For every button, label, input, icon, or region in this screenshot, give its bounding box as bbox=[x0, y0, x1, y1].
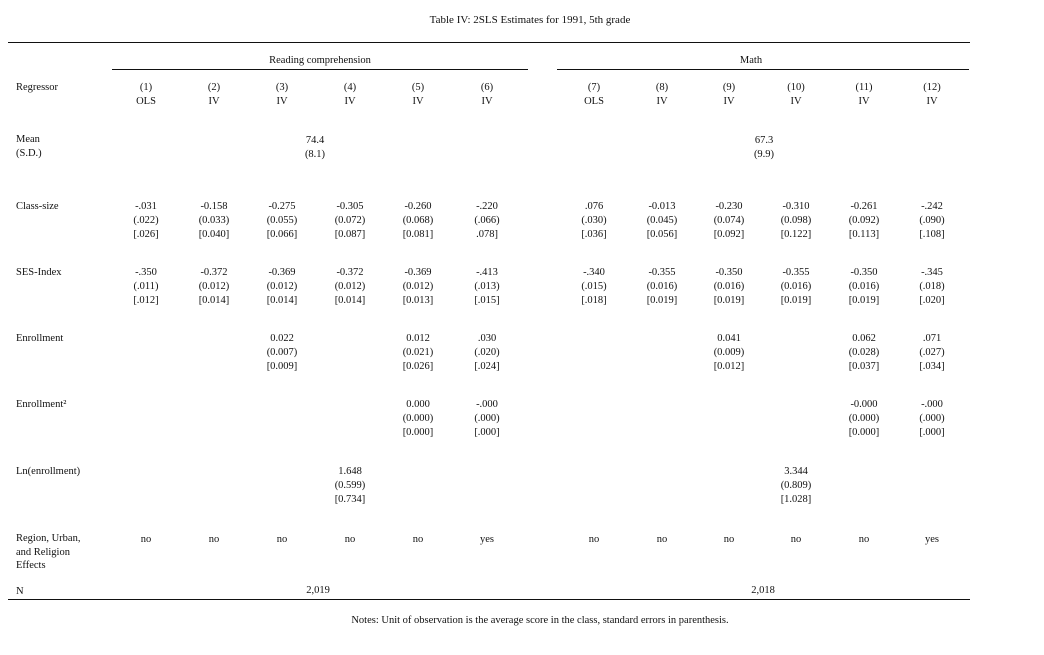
coefficient: -0.261 bbox=[850, 201, 878, 212]
table-cell bbox=[781, 200, 812, 242]
robust-standard-error: [.036] bbox=[581, 229, 607, 240]
column-number: (1) bbox=[139, 82, 153, 93]
coefficient: -.031 bbox=[135, 201, 157, 212]
row-label: Class-size bbox=[16, 201, 59, 212]
standard-error: (0.012) bbox=[334, 281, 366, 292]
effects-cell: no bbox=[208, 534, 220, 545]
robust-standard-error: [0.040] bbox=[198, 229, 230, 240]
row-label: Enrollment bbox=[16, 333, 64, 344]
column-header-3 bbox=[276, 81, 288, 109]
table-cell bbox=[474, 266, 499, 308]
coefficient: -.413 bbox=[476, 267, 498, 278]
robust-standard-error: [.026] bbox=[133, 229, 159, 240]
table-cell bbox=[403, 200, 434, 242]
standard-error: (.013) bbox=[474, 281, 500, 292]
table-cell bbox=[474, 200, 499, 242]
robust-standard-error: [0.012] bbox=[713, 361, 745, 372]
effects-cell: no bbox=[140, 534, 152, 545]
table-cell bbox=[919, 266, 944, 308]
table-cell bbox=[581, 200, 606, 242]
robust-standard-error: [0.013] bbox=[402, 295, 434, 306]
robust-standard-error: [.000] bbox=[474, 427, 500, 438]
standard-error: (.030) bbox=[581, 215, 607, 226]
column-number: (7) bbox=[587, 82, 601, 93]
effects-label-line1: Region, Urban, bbox=[16, 533, 81, 544]
robust-standard-error: [0.066] bbox=[266, 229, 298, 240]
column-number: (6) bbox=[480, 82, 494, 93]
column-number: (10) bbox=[787, 82, 805, 93]
robust-standard-error: [0.092] bbox=[713, 229, 745, 240]
group-header-reading: Reading comprehension bbox=[269, 55, 371, 66]
coefficient: -0.350 bbox=[715, 267, 743, 278]
standard-error: (0.021) bbox=[402, 347, 434, 358]
standard-error: (0.072) bbox=[334, 215, 366, 226]
coefficient: -0.305 bbox=[336, 201, 364, 212]
table-notes: Notes: Unit of observation is the average score in the class, standard errors in parenthesis. bbox=[351, 615, 729, 626]
robust-standard-error: [0.056] bbox=[646, 229, 678, 240]
column-number: (2) bbox=[207, 82, 221, 93]
table-cell bbox=[133, 200, 158, 242]
column-number: (11) bbox=[855, 82, 873, 93]
robust-standard-error: [.018] bbox=[581, 295, 607, 306]
column-number: (8) bbox=[655, 82, 669, 93]
coefficient: 0.000 bbox=[406, 399, 430, 410]
effects-cell: no bbox=[656, 534, 668, 545]
math-mean-cell bbox=[754, 134, 774, 162]
effects-cell: no bbox=[723, 534, 735, 545]
standard-error: (.011) bbox=[133, 281, 159, 292]
standard-error: (0.045) bbox=[646, 215, 678, 226]
coefficient: -.345 bbox=[921, 267, 943, 278]
table-cell bbox=[199, 266, 230, 308]
robust-standard-error: [0.087] bbox=[334, 229, 366, 240]
standard-error: (0.000) bbox=[848, 413, 880, 424]
mean-label-line2: (S.D.) bbox=[16, 147, 42, 159]
table-cell bbox=[335, 465, 366, 507]
coefficient: -.000 bbox=[476, 399, 498, 410]
column-header-7 bbox=[584, 81, 604, 109]
row-label: Ln(enrollment) bbox=[16, 466, 81, 477]
column-number: (5) bbox=[411, 82, 425, 93]
coefficient: -0.369 bbox=[268, 267, 296, 278]
column-method: IV bbox=[208, 96, 220, 107]
effects-label bbox=[16, 532, 80, 573]
robust-standard-error: [.015] bbox=[474, 295, 500, 306]
column-header-4 bbox=[344, 81, 356, 109]
robust-standard-error: [0.734] bbox=[334, 494, 366, 505]
standard-error: (.015) bbox=[581, 281, 607, 292]
standard-error: (0.016) bbox=[646, 281, 678, 292]
table-cell bbox=[849, 332, 880, 374]
mean-label-line1: Mean bbox=[16, 134, 40, 145]
robust-standard-error: [0.000] bbox=[848, 427, 880, 438]
coefficient: 3.344 bbox=[784, 466, 808, 477]
standard-error: (0.000) bbox=[402, 413, 434, 424]
robust-standard-error: [0.122] bbox=[780, 229, 812, 240]
reading-mean: 74.4 bbox=[305, 135, 325, 146]
top-rule bbox=[8, 42, 970, 43]
coefficient: .030 bbox=[477, 333, 497, 344]
column-header-9 bbox=[723, 81, 735, 109]
robust-standard-error: [.024] bbox=[474, 361, 500, 372]
robust-standard-error: [0.014] bbox=[198, 295, 230, 306]
column-header-10 bbox=[787, 81, 805, 109]
effects-label-line3: Effects bbox=[16, 560, 46, 571]
standard-error: (0.012) bbox=[402, 281, 434, 292]
row-label: SES-Index bbox=[16, 267, 62, 278]
robust-standard-error: [0.026] bbox=[402, 361, 434, 372]
effects-cell: no bbox=[276, 534, 288, 545]
column-method: OLS bbox=[136, 96, 156, 107]
standard-error: (0.809) bbox=[780, 480, 812, 491]
regressor-header: Regressor bbox=[16, 82, 58, 93]
table-cell bbox=[714, 266, 745, 308]
effects-cell: no bbox=[858, 534, 870, 545]
coefficient: -.340 bbox=[583, 267, 605, 278]
mean-label bbox=[16, 133, 42, 160]
coefficient: -.220 bbox=[476, 201, 498, 212]
standard-error: (.090) bbox=[919, 215, 945, 226]
robust-standard-error: [0.009] bbox=[266, 361, 298, 372]
standard-error: (0.098) bbox=[780, 215, 812, 226]
standard-error: (0.016) bbox=[713, 281, 745, 292]
column-header-5 bbox=[412, 81, 424, 109]
table-cell bbox=[133, 266, 158, 308]
table-cell bbox=[849, 266, 880, 308]
robust-standard-error: [1.028] bbox=[780, 494, 812, 505]
standard-error: (.000) bbox=[474, 413, 500, 424]
coefficient: -0.310 bbox=[782, 201, 810, 212]
robust-standard-error: [.108] bbox=[919, 229, 945, 240]
standard-error: (0.055) bbox=[266, 215, 298, 226]
coefficient: -0.000 bbox=[850, 399, 878, 410]
robust-standard-error: [.012] bbox=[133, 295, 159, 306]
table-cell bbox=[403, 398, 434, 440]
robust-standard-error: [0.081] bbox=[402, 229, 434, 240]
column-method: IV bbox=[926, 96, 938, 107]
table-cell bbox=[714, 332, 745, 374]
coefficient: -0.013 bbox=[648, 201, 676, 212]
table-cell bbox=[919, 200, 944, 242]
table-cell bbox=[474, 332, 499, 374]
column-method: IV bbox=[276, 96, 288, 107]
standard-error: (0.012) bbox=[198, 281, 230, 292]
column-number: (3) bbox=[275, 82, 289, 93]
robust-standard-error: .078] bbox=[476, 229, 498, 240]
standard-error: (.018) bbox=[919, 281, 945, 292]
table-cell bbox=[403, 332, 434, 374]
coefficient: -.350 bbox=[135, 267, 157, 278]
column-method: IV bbox=[412, 96, 424, 107]
row-label: Enrollment² bbox=[16, 399, 67, 410]
coefficient: -0.369 bbox=[404, 267, 432, 278]
coefficient: -0.230 bbox=[715, 201, 743, 212]
column-header-11 bbox=[855, 81, 872, 109]
standard-error: (0.012) bbox=[266, 281, 298, 292]
n-label: N bbox=[16, 586, 24, 597]
standard-error: (0.028) bbox=[848, 347, 880, 358]
column-header-1 bbox=[136, 81, 156, 109]
standard-error: (0.092) bbox=[848, 215, 880, 226]
column-header-8 bbox=[656, 81, 668, 109]
coefficient: -0.372 bbox=[336, 267, 364, 278]
coefficient: 0.022 bbox=[270, 333, 294, 344]
coefficient: 0.012 bbox=[406, 333, 430, 344]
standard-error: (0.074) bbox=[713, 215, 745, 226]
robust-standard-error: [0.000] bbox=[402, 427, 434, 438]
column-header-6 bbox=[481, 81, 493, 109]
column-method: OLS bbox=[584, 96, 604, 107]
column-method: IV bbox=[723, 96, 735, 107]
reading-sd: (8.1) bbox=[304, 149, 326, 160]
table-cell bbox=[919, 398, 944, 440]
coefficient: -0.355 bbox=[648, 267, 676, 278]
table-cell bbox=[199, 200, 230, 242]
column-number: (12) bbox=[923, 82, 941, 93]
effects-cell: yes bbox=[480, 534, 494, 545]
table-cell bbox=[714, 200, 745, 242]
robust-standard-error: [0.113] bbox=[848, 229, 880, 240]
robust-standard-error: [0.019] bbox=[780, 295, 812, 306]
robust-standard-error: [0.019] bbox=[646, 295, 678, 306]
table-cell bbox=[267, 332, 298, 374]
math-sd: (9.9) bbox=[753, 149, 775, 160]
robust-standard-error: [.034] bbox=[919, 361, 945, 372]
column-method: IV bbox=[790, 96, 802, 107]
standard-error: (.027) bbox=[919, 347, 945, 358]
table-title: Table IV: 2SLS Estimates for 1991, 5th grade bbox=[429, 14, 631, 26]
table-cell bbox=[335, 266, 366, 308]
robust-standard-error: [.000] bbox=[919, 427, 945, 438]
n-math: 2,018 bbox=[751, 585, 775, 596]
effects-cell: yes bbox=[925, 534, 939, 545]
coefficient: -.000 bbox=[921, 399, 943, 410]
robust-standard-error: [0.019] bbox=[848, 295, 880, 306]
coefficient: 0.041 bbox=[717, 333, 741, 344]
table-cell bbox=[403, 266, 434, 308]
table-cell bbox=[267, 200, 298, 242]
coefficient: .076 bbox=[584, 201, 604, 212]
math-mean: 67.3 bbox=[754, 135, 774, 146]
standard-error: (.000) bbox=[919, 413, 945, 424]
effects-cell: no bbox=[588, 534, 600, 545]
column-number: (9) bbox=[722, 82, 736, 93]
robust-standard-error: [0.019] bbox=[713, 295, 745, 306]
effects-label-line2: and Religion bbox=[16, 546, 70, 558]
column-method: IV bbox=[344, 96, 356, 107]
table-cell bbox=[647, 200, 678, 242]
group-header-math: Math bbox=[739, 55, 763, 66]
standard-error: (0.033) bbox=[198, 215, 230, 226]
table-cell bbox=[335, 200, 366, 242]
effects-cell: no bbox=[412, 534, 424, 545]
bottom-rule bbox=[8, 599, 970, 600]
effects-cell: no bbox=[790, 534, 802, 545]
coefficient: 1.648 bbox=[338, 466, 362, 477]
robust-standard-error: [0.014] bbox=[266, 295, 298, 306]
table-cell bbox=[781, 465, 812, 507]
column-number: (4) bbox=[343, 82, 357, 93]
n-reading: 2,019 bbox=[306, 585, 330, 596]
column-method: IV bbox=[858, 96, 870, 107]
table-cell bbox=[267, 266, 298, 308]
table-cell bbox=[849, 398, 880, 440]
coefficient: -0.372 bbox=[200, 267, 228, 278]
coefficient: .071 bbox=[922, 333, 942, 344]
standard-error: (.022) bbox=[133, 215, 159, 226]
table-cell bbox=[781, 266, 812, 308]
coefficient: -0.275 bbox=[268, 201, 296, 212]
math-underline bbox=[557, 69, 969, 70]
standard-error: (.020) bbox=[474, 347, 500, 358]
table-cell bbox=[474, 398, 499, 440]
standard-error: (0.016) bbox=[848, 281, 880, 292]
table-cell bbox=[581, 266, 606, 308]
table-cell bbox=[849, 200, 880, 242]
reading-mean-cell bbox=[305, 134, 325, 162]
robust-standard-error: [.020] bbox=[919, 295, 945, 306]
effects-cell: no bbox=[344, 534, 356, 545]
coefficient: -0.260 bbox=[404, 201, 432, 212]
standard-error: (0.016) bbox=[780, 281, 812, 292]
coefficient: -0.158 bbox=[200, 201, 228, 212]
table-cell bbox=[919, 332, 944, 374]
table-cell bbox=[647, 266, 678, 308]
column-header-2 bbox=[208, 81, 220, 109]
standard-error: (0.007) bbox=[266, 347, 298, 358]
robust-standard-error: [0.037] bbox=[848, 361, 880, 372]
coefficient: -0.355 bbox=[782, 267, 810, 278]
coefficient: 0.062 bbox=[852, 333, 876, 344]
coefficient: -.242 bbox=[921, 201, 943, 212]
coefficient: -0.350 bbox=[850, 267, 878, 278]
standard-error: (0.009) bbox=[713, 347, 745, 358]
column-header-12 bbox=[923, 81, 941, 109]
column-method: IV bbox=[481, 96, 493, 107]
standard-error: (.066) bbox=[474, 215, 500, 226]
standard-error: (0.068) bbox=[402, 215, 434, 226]
robust-standard-error: [0.014] bbox=[334, 295, 366, 306]
standard-error: (0.599) bbox=[334, 480, 366, 491]
reading-underline bbox=[112, 69, 528, 70]
column-method: IV bbox=[656, 96, 668, 107]
